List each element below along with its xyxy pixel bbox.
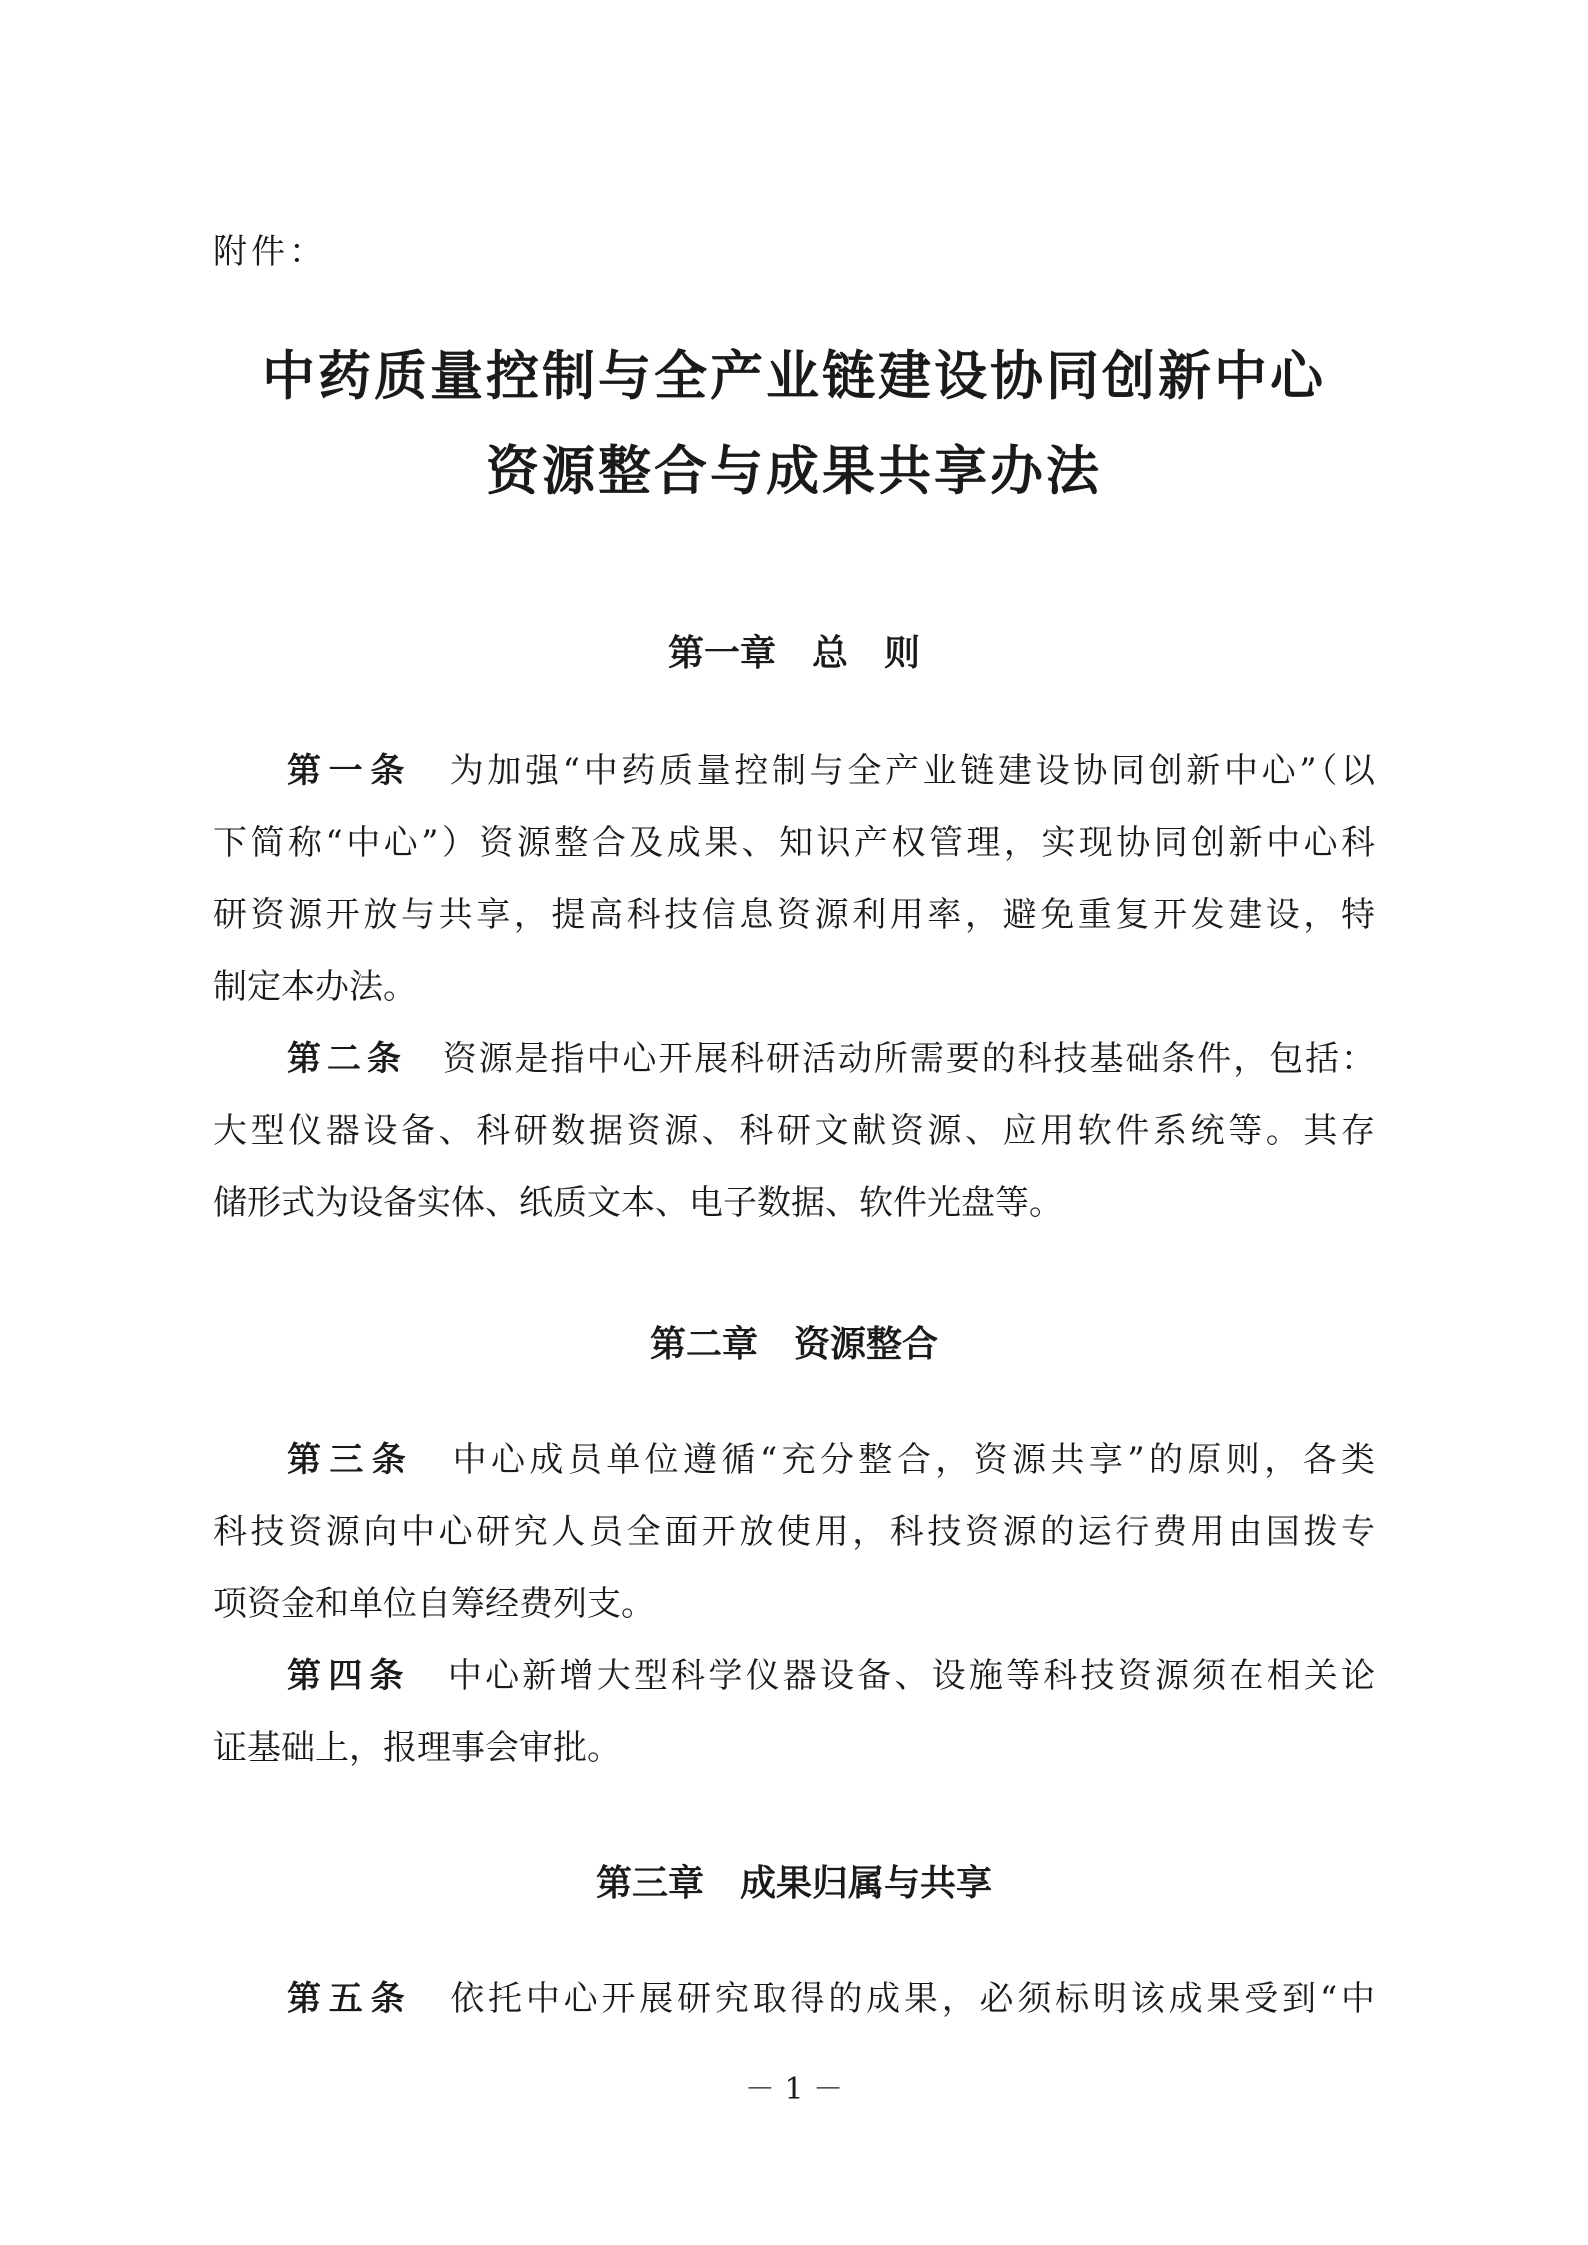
article-2-label: 第二条 bbox=[287, 1039, 407, 1079]
article-2-line-2: 大型仪器设备、科研数据资源、科研文献资源、应用软件系统等。其存 bbox=[213, 1111, 1375, 1151]
article-3-line-3: 项资金和单位自筹经费列支。 bbox=[213, 1584, 655, 1624]
chapter-1-heading: 第一章 总 则 bbox=[667, 633, 920, 674]
page-number: － 1 － bbox=[744, 2072, 844, 2107]
chapter-3-heading: 第三章 成果归属与共享 bbox=[595, 1863, 992, 1904]
article-3-text: 中心成员单位遵循“充分整合，资源共享”的原则，各类 bbox=[414, 1440, 1376, 1480]
article-2-text: 资源是指中心开展科研活动所需要的科技基础条件，包括： bbox=[406, 1039, 1376, 1079]
article-1-line-3: 研资源开放与共享，提高科技信息资源利用率，避免重复开发建设，特 bbox=[213, 895, 1375, 935]
document-title-line-2: 资源整合与成果共享办法 bbox=[486, 441, 1102, 502]
article-5-text: 依托中心开展研究取得的成果，必须标明该成果受到“中 bbox=[412, 1979, 1376, 2019]
attachment-label: 附件： bbox=[213, 232, 327, 272]
article-5-line-1 bbox=[287, 1979, 1375, 2019]
article-5-label: 第五条 bbox=[287, 1979, 413, 2019]
article-3-line-1 bbox=[287, 1440, 1375, 1480]
article-1-line-1 bbox=[287, 751, 1375, 791]
article-1-label: 第一条 bbox=[287, 751, 412, 791]
article-3-line-2: 科技资源向中心研究人员全面开放使用，科技资源的运行费用由国拨专 bbox=[213, 1512, 1375, 1552]
article-3-label: 第三条 bbox=[287, 1440, 415, 1480]
chapter-2-heading: 第二章 资源整合 bbox=[649, 1324, 938, 1365]
article-4-line-1 bbox=[287, 1656, 1375, 1696]
article-1-line-2: 下简称“中心”）资源整合及成果、知识产权管理，实现协同创新中心科 bbox=[213, 823, 1375, 863]
article-2-line-3: 储形式为设备实体、纸质文本、电子数据、软件光盘等。 bbox=[213, 1183, 1063, 1223]
article-4-line-2: 证基础上，报理事会审批。 bbox=[213, 1728, 621, 1768]
article-1-line-4: 制定本办法。 bbox=[213, 967, 417, 1007]
article-2-line-1 bbox=[287, 1039, 1375, 1079]
article-4-label: 第四条 bbox=[287, 1656, 411, 1696]
article-4-text: 中心新增大型科学仪器设备、设施等科技资源须在相关论 bbox=[410, 1656, 1376, 1696]
document-title-line-1: 中药质量控制与全产业链建设协同创新中心 bbox=[262, 346, 1326, 407]
article-1-text: 为加强“中药质量控制与全产业链建设协同创新中心”（以 bbox=[412, 751, 1376, 791]
